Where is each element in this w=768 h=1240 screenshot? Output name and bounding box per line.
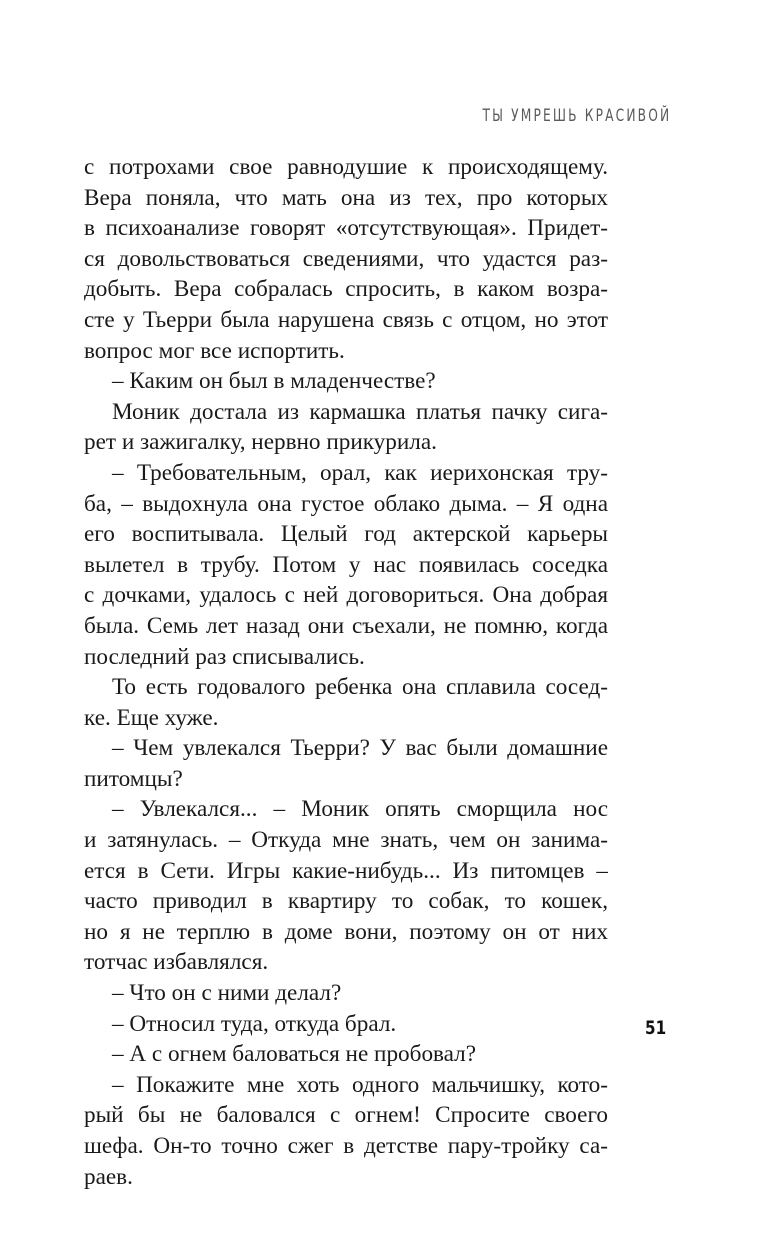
text-line: ба, – выдохнула она густое облако дыма. – Я одна	[84, 490, 608, 517]
body-text	[84, 152, 608, 1192]
text-line: ется в Сети. Игры какие-нибудь... Из питомцев –	[84, 857, 608, 884]
text-line: ке. Еще хуже.	[84, 704, 219, 731]
text-line: То есть годовалого ребенка она сплавила сосед-	[112, 674, 608, 701]
page-number: 51	[645, 1017, 667, 1039]
text-line: – Требовательным, орал, как иерихонская тру-	[112, 459, 608, 486]
text-line: – Чем увлекался Тьерри? У вас были домашние	[112, 735, 608, 762]
text-line: часто приводил в квартиру то собак, то кошек,	[84, 888, 608, 915]
text-line: – Увлекался... – Моник опять сморщила нос	[112, 796, 608, 823]
text-line: Вера поняла, что мать она из тех, про которых	[84, 184, 608, 211]
text-line: – Каким он был в младенчестве?	[112, 368, 436, 395]
text-line: но я не терплю в доме вони, поэтому он от них	[84, 918, 608, 945]
text-line: тотчас избавлялся.	[84, 949, 269, 976]
text-line: его воспитывала. Целый год актерской карьеры	[84, 521, 608, 548]
text-line: добыть. Вера собралась спросить, в каком возра-	[84, 276, 608, 303]
text-line: была. Семь лет назад они съехали, не помню, когда	[84, 612, 608, 639]
text-line: в психоанализе говорят «отсутствующая». Придет-	[84, 215, 608, 242]
text-line: сте у Тьерри была нарушена связь с отцом, но этот	[84, 306, 608, 333]
text-line: вылетел в трубу. Потом у нас появилась соседка	[84, 551, 608, 578]
text-line: с дочками, удалось с ней договориться. Она добрая	[84, 582, 608, 609]
text-line: шефа. Он-то точно сжег в детстве пару-тройку са-	[84, 1133, 608, 1159]
text-line: раев.	[84, 1163, 133, 1190]
text-line: Моник достала из кармашка платья пачку сига-	[112, 398, 608, 425]
text-line: вопрос мог все испортить.	[84, 337, 345, 364]
text-line: и затянулась. – Откуда мне знать, чем он занима-	[84, 827, 608, 854]
text-line: последний раз списывались.	[84, 643, 365, 670]
text-line: рый бы не баловался с огнем! Спросите своего	[84, 1102, 608, 1129]
text-line: рет и зажигалку, нервно прикурила.	[84, 429, 437, 456]
text-line: – Покажите мне хоть одного мальчишку, кото-	[112, 1071, 608, 1098]
text-line: – Что он с ними делал?	[112, 980, 342, 1007]
running-head: ТЫ УМРЕШЬ КРАСИВОЙ	[482, 106, 671, 126]
text-line: питомцы?	[84, 765, 183, 792]
text-line: с потрохами свое равнодушие к происходящему.	[84, 154, 608, 180]
text-line: – Относил туда, откуда брал.	[112, 1010, 397, 1037]
text-line: ся довольствоваться сведениями, что удастся раз-	[84, 245, 608, 272]
text-line: – А с огнем баловаться не пробовал?	[112, 1041, 477, 1068]
